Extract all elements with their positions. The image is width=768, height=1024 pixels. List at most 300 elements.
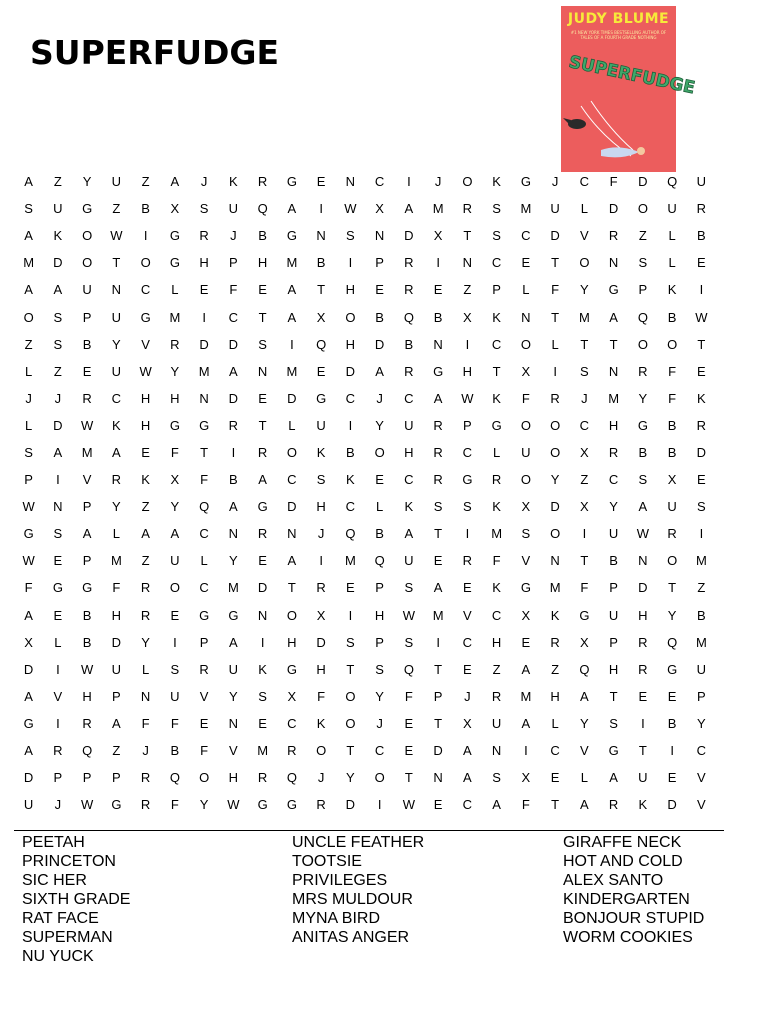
grid-letter: Q [82,743,93,759]
grid-letter: O [374,770,385,786]
grid-letter: B [316,255,326,271]
grid-letter: P [375,580,384,596]
grid-letter: S [463,499,472,515]
grid-letter: O [169,580,180,596]
grid-letter: O [345,309,356,325]
grid-letter: W [695,309,708,325]
grid-letter: E [667,770,677,786]
grid-letter: E [463,661,472,677]
word-list-item: MRS MULDOUR [292,891,413,908]
grid-letter: C [199,580,209,596]
grid-letter: B [433,309,443,325]
grid-letter: M [520,688,532,704]
grid-letter: K [112,417,121,433]
grid-letter: N [287,526,297,542]
grid-letter: W [461,390,474,406]
grid-letter: J [200,174,208,190]
grid-letter: E [141,444,150,460]
grid-letter: H [140,417,151,433]
grid-letter: A [463,770,472,786]
grid-letter: Q [403,661,414,677]
grid-letter: Y [609,499,618,515]
grid-letter: H [257,255,268,271]
grid-letter: Q [316,336,327,352]
grid-letter: X [463,715,472,731]
grid-letter: E [638,688,648,704]
grid-letter: R [433,472,443,488]
grid-letter: S [346,228,355,244]
grid-letter: N [53,499,63,515]
grid-letter: Y [580,282,589,298]
grid-letter: N [257,363,268,379]
grid-letter: O [550,417,561,433]
grid-letter: Y [112,499,121,515]
grid-letter: E [521,255,531,271]
grid-letter: R [462,201,473,217]
grid-letter: D [374,336,385,352]
grid-letter: A [229,499,238,515]
grid-letter: E [433,282,443,298]
letter-grid [14,168,716,818]
grid-letter: H [345,336,356,352]
grid-letter: S [258,688,267,704]
grid-letter: B [346,444,355,460]
grid-letter: P [53,770,63,786]
word-list-item: KINDERGARTEN [563,891,690,908]
grid-letter: Q [374,553,385,569]
grid-letter: C [579,417,590,433]
grid-letter: K [404,499,414,515]
grid-letter: U [111,363,122,379]
grid-letter: I [699,282,704,298]
word-list-item: SIXTH GRADE [22,891,131,908]
grid-letter: C [579,174,590,190]
grid-letter: I [290,336,294,352]
grid-letter: M [491,526,503,542]
grid-letter: P [609,634,618,650]
grid-letter: Y [375,417,384,433]
grid-letter: T [287,580,296,596]
grid-letter: A [638,499,648,515]
grid-letter: G [462,472,473,488]
grid-letter: P [82,499,92,515]
grid-letter: M [520,201,532,217]
grid-letter: C [462,634,473,650]
grid-letter: I [377,797,382,813]
grid-letter: K [141,472,150,488]
grid-letter: T [580,553,589,569]
grid-letter: J [230,228,237,244]
grid-letter: I [553,363,557,379]
grid-letter: J [142,743,149,759]
grid-letter: F [580,580,589,596]
grid-letter: K [258,661,267,677]
grid-letter: K [346,472,355,488]
grid-letter: R [550,634,560,650]
grid-letter: C [374,174,385,190]
grid-letter: O [520,417,531,433]
grid-letter: I [699,526,704,542]
grid-letter: F [668,390,677,406]
grid-letter: L [580,201,588,217]
grid-letter: V [463,607,472,623]
word-list-item: PRIVILEGES [292,872,388,889]
grid-letter: F [170,797,179,813]
grid-letter: Y [550,472,560,488]
grid-letter: X [170,201,180,217]
grid-letter: I [202,309,206,325]
grid-letter: A [82,526,92,542]
grid-letter: X [521,607,531,623]
grid-letter: K [492,580,501,596]
grid-letter: M [227,580,239,596]
grid-letter: S [316,472,326,488]
grid-letter: W [402,607,416,623]
grid-letter: K [53,228,63,244]
grid-letter: S [521,526,531,542]
grid-letter: H [316,499,326,515]
grid-letter: L [288,417,296,433]
grid-letter: J [317,526,325,542]
grid-letter: G [286,661,297,677]
grid-letter: U [111,309,122,325]
grid-letter: D [199,336,209,352]
grid-letter: M [198,363,210,379]
grid-letter: V [141,336,150,352]
grid-letter: Y [375,688,384,704]
grid-letter: H [228,770,239,786]
grid-letter: C [199,526,209,542]
grid-letter: Z [141,553,150,569]
grid-letter: W [80,417,94,433]
grid-letter: I [465,526,470,542]
grid-letter: U [696,174,707,190]
grid-letter: C [462,797,473,813]
grid-letter: S [258,336,267,352]
grid-letter: R [550,390,560,406]
grid-letter: I [56,715,60,731]
grid-letter: M [286,255,298,271]
grid-letter: D [287,499,297,515]
grid-letter: A [53,444,63,460]
grid-letter: F [609,174,618,190]
grid-letter: D [53,417,63,433]
grid-letter: V [53,688,63,704]
grid-letter: R [170,336,180,352]
grid-letter: H [111,607,122,623]
grid-letter: R [228,417,239,433]
grid-letter: H [199,255,209,271]
word-list-item: PEETAH [22,834,85,851]
grid-letter: X [433,228,443,244]
grid-letter: R [53,743,63,759]
grid-letter: E [82,363,92,379]
word-list-item: HOT AND COLD [563,853,683,870]
grid-letter: P [112,688,121,704]
grid-letter: N [550,553,560,569]
grid-letter: R [638,634,648,650]
grid-letter: M [23,255,35,271]
grid-letter: T [551,797,560,813]
grid-letter: Z [141,174,150,190]
grid-letter: J [464,688,471,704]
divider [14,830,724,831]
grid-letter: S [580,363,589,379]
grid-letter: G [169,417,180,433]
grid-letter: O [23,309,34,325]
grid-letter: Q [579,661,590,677]
grid-letter: S [24,444,33,460]
grid-letter: D [638,174,648,190]
grid-letter: A [580,797,589,813]
grid-letter: Y [229,553,238,569]
grid-letter: P [375,255,384,271]
grid-letter: G [316,390,327,406]
grid-letter: L [171,282,179,298]
grid-letter: R [140,797,151,813]
grid-letter: T [609,336,618,352]
grid-letter: U [82,282,92,298]
grid-letter: J [317,770,325,786]
grid-letter: I [56,661,60,677]
grid-letter: S [492,770,501,786]
grid-letter: P [433,688,443,704]
grid-letter: L [25,417,33,433]
grid-letter: A [24,174,33,190]
grid-letter: T [317,282,326,298]
grid-letter: G [23,715,34,731]
grid-letter: S [375,661,384,677]
cover-illustration [561,46,697,172]
grid-letter: K [550,607,560,623]
grid-letter: O [286,607,297,623]
grid-letter: O [462,174,473,190]
word-list-column-2 [292,833,424,947]
grid-letter: A [609,770,618,786]
cover-title: SUPERFUDGE [566,52,697,99]
word-list-item: TOOTSIE [292,853,362,870]
grid-letter: Q [286,770,297,786]
grid-letter: S [492,228,501,244]
grid-letter: R [608,444,619,460]
grid-letter: G [579,607,590,623]
grid-letter: F [668,363,677,379]
grid-letter: U [316,417,326,433]
grid-letter: U [667,201,677,217]
word-list-item: ANITAS ANGER [292,929,410,946]
grid-letter: Y [638,390,648,406]
grid-letter: I [173,634,177,650]
grid-letter: O [667,336,678,352]
grid-letter: H [140,390,151,406]
grid-letter: I [260,634,265,650]
grid-letter: D [608,201,619,217]
grid-letter: E [404,743,414,759]
grid-letter: T [434,661,443,677]
grid-letter: J [25,390,32,406]
grid-letter: A [112,715,121,731]
grid-letter: E [258,282,267,298]
grid-letter: Y [170,363,180,379]
grid-letter: H [550,688,560,704]
grid-letter: E [53,553,63,569]
grid-letter: N [608,255,619,271]
grid-letter: Y [141,634,150,650]
grid-letter: T [463,228,472,244]
grid-letter: D [638,580,648,596]
grid-letter: B [82,336,92,352]
grid-letter: Y [697,715,706,731]
word-list-column-1 [22,833,130,966]
grid-letter: Q [169,770,180,786]
grid-letter: Q [637,309,648,325]
grid-letter: A [170,174,180,190]
grid-letter: G [637,417,648,433]
grid-letter: I [348,417,353,433]
grid-letter: M [695,553,707,569]
grid-letter: E [199,715,209,731]
grid-letter: B [375,526,384,542]
grid-letter: Y [82,174,92,190]
grid-letter: T [580,336,589,352]
grid-letter: U [491,715,502,731]
grid-letter: A [258,472,267,488]
grid-letter: O [520,336,531,352]
grid-letter: X [580,634,589,650]
grid-letter: D [23,661,34,677]
grid-letter: F [24,580,33,596]
grid-letter: J [551,174,559,190]
grid-letter: C [491,607,502,623]
grid-letter: A [580,688,589,704]
grid-letter: R [462,553,473,569]
grid-letter: L [522,282,530,298]
grid-letter: S [53,526,63,542]
grid-letter: H [608,417,619,433]
grid-letter: E [433,797,443,813]
grid-letter: O [667,553,678,569]
grid-letter: G [52,580,63,596]
grid-letter: J [54,797,62,813]
grid-letter: N [316,228,326,244]
grid-letter: H [491,634,502,650]
grid-letter: X [24,634,33,650]
word-list-item: BONJOUR STUPID [563,910,705,927]
word-list-column-3 [563,833,704,947]
grid-letter: M [578,309,590,325]
grid-letter: B [697,228,706,244]
grid-letter: G [257,797,268,813]
grid-letter: B [609,553,618,569]
grid-letter: G [608,282,619,298]
grid-letter: O [345,715,356,731]
grid-letter: O [637,201,648,217]
grid-letter: A [521,661,531,677]
grid-letter: M [81,444,93,460]
grid-letter: P [82,309,92,325]
grid-letter: U [638,770,648,786]
grid-letter: T [112,255,121,271]
grid-letter: T [434,715,443,731]
grid-letter: T [697,336,706,352]
grid-letter: K [492,499,501,515]
grid-letter: N [257,607,268,623]
grid-letter: B [667,715,677,731]
grid-letter: T [492,363,501,379]
grid-letter: O [286,444,297,460]
grid-letter: D [345,363,356,379]
grid-letter: N [140,688,151,704]
grid-letter: G [228,607,239,623]
grid-letter: C [345,499,356,515]
grid-letter: W [110,228,123,244]
word-list-item: ALEX SANTO [563,872,664,889]
grid-letter: K [492,174,501,190]
grid-letter: T [551,255,560,271]
grid-letter: Y [667,607,677,623]
word-list-item: GIRAFFE NECK [563,834,682,851]
grid-letter: R [257,770,268,786]
grid-letter: J [434,174,442,190]
grid-letter: G [286,228,297,244]
grid-letter: B [141,201,150,217]
grid-letter: O [520,472,531,488]
grid-letter: A [375,363,384,379]
grid-letter: B [170,743,180,759]
grid-letter: R [140,580,151,596]
grid-letter: K [316,444,326,460]
grid-letter: S [492,201,501,217]
grid-letter: G [169,228,180,244]
grid-letter: A [404,201,414,217]
grid-letter: R [316,797,326,813]
grid-letter: X [580,444,589,460]
word-list-item: PRINCETON [22,853,116,870]
grid-letter: W [227,797,240,813]
grid-letter: R [608,797,619,813]
grid-letter: E [258,390,267,406]
grid-letter: U [228,661,239,677]
grid-letter: E [375,472,384,488]
word-list-item: UNCLE FEATHER [292,834,425,851]
grid-letter: R [696,201,707,217]
grid-letter: Y [346,770,355,786]
grid-letter: X [463,309,472,325]
grid-letter: I [231,444,236,460]
grid-letter: I [319,201,323,217]
grid-letter: A [112,444,121,460]
grid-letter: U [667,499,677,515]
grid-letter: L [25,363,33,379]
grid-letter: I [582,526,587,542]
grid-letter: E [550,770,560,786]
grid-letter: L [580,770,588,786]
grid-letter: F [492,553,501,569]
grid-letter: A [24,228,33,244]
grid-letter: X [316,607,326,623]
grid-letter: T [258,417,267,433]
grid-letter: A [287,282,297,298]
grid-letter: S [24,201,33,217]
grid-letter: P [638,282,648,298]
grid-letter: A [141,526,150,542]
grid-letter: N [228,715,239,731]
grid-letter: F [141,715,150,731]
grid-letter: G [82,580,93,596]
grid-letter: Y [580,715,589,731]
grid-letter: J [376,390,383,406]
grid-letter: K [492,309,501,325]
